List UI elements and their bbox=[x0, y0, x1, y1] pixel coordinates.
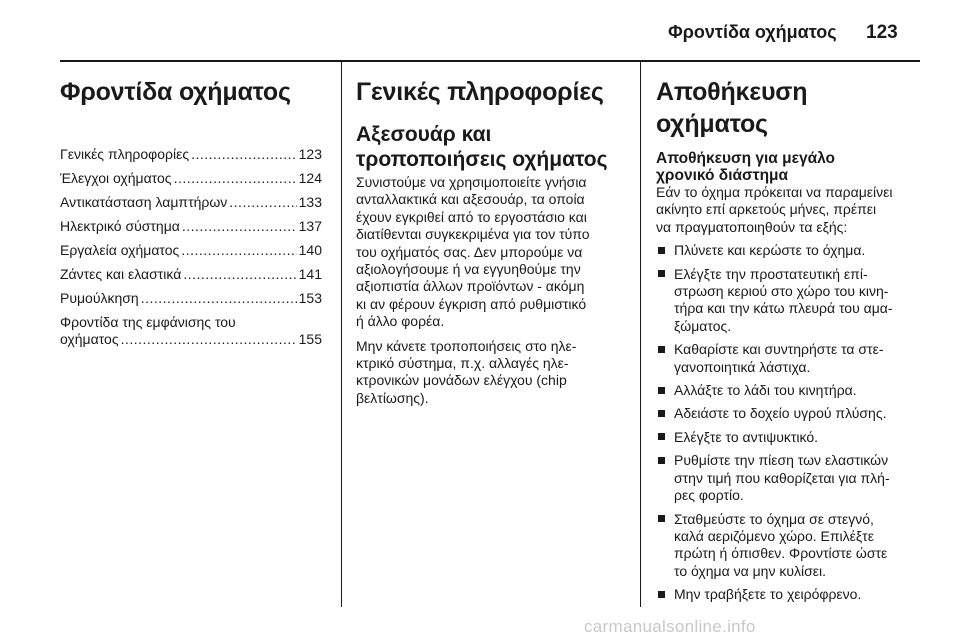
checklist-item-text bbox=[674, 429, 818, 445]
toc-entry-title-line1: Φροντίδα της εμφάνισης του bbox=[60, 314, 236, 330]
checklist-item bbox=[656, 452, 922, 504]
checklist-item-text bbox=[674, 452, 890, 503]
column-divider-2 bbox=[640, 62, 641, 607]
text-line: κτρικό σύστημα, π.χ. αλλαγές ηλε- bbox=[356, 355, 569, 372]
square-bullet-icon bbox=[658, 346, 665, 353]
text-line: κι αν φέρουν έγκριση από ρυθμιστικό bbox=[356, 295, 587, 312]
toc-entry[interactable] bbox=[60, 170, 322, 187]
toc-entry[interactable] bbox=[60, 314, 322, 348]
text-line: Αλλάξτε το λάδι του κινητήρα. bbox=[674, 382, 857, 399]
page-number: 123 bbox=[866, 22, 898, 43]
toc-entry[interactable] bbox=[60, 242, 322, 259]
square-bullet-icon bbox=[658, 433, 665, 440]
text-line: αξιοπιστία άλλων προϊόντων - ακόμη bbox=[356, 278, 585, 295]
vehicle-storage-column bbox=[656, 70, 922, 610]
checklist-item bbox=[656, 429, 922, 446]
toc-entry-title: Γενικές πληροφορίες bbox=[60, 146, 190, 162]
text-line: ξώματος. bbox=[674, 317, 732, 334]
section-title-vehicle-storage: Αποθήκευση οχήματος bbox=[656, 78, 808, 138]
square-bullet-icon bbox=[658, 515, 665, 522]
paragraph-electrical-modifications bbox=[356, 338, 626, 408]
text-line: ή άλλο φορέα. bbox=[356, 313, 445, 330]
text-line: Ρυθμίστε την πίεση των ελαστικών bbox=[674, 452, 889, 469]
subsection-title-accessories: Αξεσουάρ και τροποποιήσεις οχήματος bbox=[356, 123, 608, 171]
column-divider-1 bbox=[341, 62, 342, 607]
text-line: ρες φορτίο. bbox=[674, 487, 744, 504]
checklist-item bbox=[656, 511, 922, 581]
toc-entry[interactable] bbox=[60, 290, 322, 307]
toc-entry[interactable] bbox=[60, 146, 322, 163]
toc-dot-leader bbox=[191, 146, 297, 163]
text-line: ακίνητο επί αρκετούς μήνες, πρέπει bbox=[656, 201, 877, 218]
text-line: Πλύνετε και κερώστε το όχημα. bbox=[674, 242, 866, 259]
checklist-item-text bbox=[674, 586, 861, 602]
toc-entry-page: 140 bbox=[298, 242, 322, 258]
toc-dot-leader bbox=[229, 194, 296, 211]
text-line: αξιολογήσουμε ή να εγγυηθούμε την bbox=[356, 261, 581, 278]
text-line: Ελέγξτε το αντιψυκτικό. bbox=[674, 428, 819, 445]
toc-entry-title: Έλεγχοι οχήματος bbox=[60, 170, 172, 186]
toc-entry-page: 137 bbox=[298, 218, 322, 234]
text-line: Μην τραβήξετε το χειρόφρενο. bbox=[674, 586, 862, 603]
text-line: στην τιμή που καθορίζεται για πλή- bbox=[674, 469, 890, 486]
toc-entry-title: οχήματος bbox=[60, 331, 119, 347]
toc-entry-page: 141 bbox=[298, 266, 322, 282]
header-rule bbox=[60, 60, 920, 62]
text-line: γανοποιητικά λάστιχα. bbox=[674, 358, 811, 375]
checklist-item bbox=[656, 405, 922, 422]
text-line: καλά αεριζόμενο χώρο. Επιλέξτε bbox=[674, 527, 874, 544]
square-bullet-icon bbox=[658, 247, 665, 254]
toc-entry-title: Αντικατάσταση λαμπτήρων bbox=[60, 194, 228, 210]
checklist-item-text bbox=[674, 511, 887, 579]
text-line: τήρα και την κάτω πλευρά του αμα- bbox=[674, 300, 893, 317]
text-line: έχουν εγκριθεί από το εργοστάσιο και bbox=[356, 208, 587, 225]
text-line: Εάν το όχημα πρόκειται να παραμείνει bbox=[656, 184, 893, 200]
square-bullet-icon bbox=[658, 387, 665, 394]
text-line: του οχήματός σας. Δεν μπορούμε να bbox=[356, 243, 583, 260]
square-bullet-icon bbox=[658, 591, 665, 598]
chapter-contents-column bbox=[60, 70, 322, 355]
text-line: διατίθενται συγκεκριμένα για τον τύπο bbox=[356, 226, 590, 243]
text-line: Καθαρίστε και συντηρήστε τα στε- bbox=[674, 341, 884, 358]
text-line: Σταθμεύστε το όχημα σε στεγνό, bbox=[674, 510, 874, 527]
chapter-title: Φροντίδα οχήματος bbox=[60, 78, 291, 106]
checklist-item-text bbox=[674, 341, 884, 374]
checklist-item-text bbox=[674, 266, 893, 334]
header-title: Φροντίδα οχήματος bbox=[668, 22, 837, 42]
storage-intro-paragraph bbox=[656, 184, 922, 236]
checklist-item-text bbox=[674, 242, 865, 258]
checklist-item bbox=[656, 341, 922, 376]
section-title-general-info: Γενικές πληροφορίες bbox=[356, 78, 604, 106]
storage-checklist bbox=[656, 242, 922, 603]
square-bullet-icon bbox=[658, 270, 665, 277]
toc-entry-page: 153 bbox=[298, 290, 322, 306]
checklist-item bbox=[656, 266, 922, 336]
text-line: κτρονικών μονάδων ελέγχου (chip bbox=[356, 372, 567, 389]
toc-dot-leader bbox=[174, 170, 297, 187]
general-info-column bbox=[356, 70, 626, 407]
toc-entry[interactable] bbox=[60, 266, 322, 283]
toc-entry-page: 155 bbox=[298, 331, 322, 347]
toc-entry-page: 123 bbox=[298, 146, 322, 162]
text-line: Μην κάνετε τροποποιήσεις στο ηλε- bbox=[356, 337, 577, 354]
text-line: Συνιστούμε να χρησιμοποιείτε γνήσια bbox=[356, 174, 587, 190]
checklist-item-text bbox=[674, 405, 886, 421]
toc-entry-title: Ρυμούλκηση bbox=[60, 290, 139, 306]
table-of-contents bbox=[60, 146, 322, 348]
text-line: Ελέγξτε την προστατευτική επί- bbox=[674, 265, 868, 282]
text-line: Αδειάστε το δοχείο υγρού πλύσης. bbox=[674, 405, 887, 422]
text-line: το όχημα να μην κυλίσει. bbox=[674, 562, 826, 579]
text-line: να πραγματοποιηθούν τα εξής: bbox=[656, 218, 848, 235]
square-bullet-icon bbox=[658, 410, 665, 417]
toc-entry-page: 133 bbox=[298, 194, 322, 210]
toc-dot-leader bbox=[183, 266, 296, 283]
watermark-text: carmanualsonline.info bbox=[584, 617, 756, 636]
toc-entry-title: Ζάντες και ελαστικά bbox=[60, 266, 182, 282]
square-bullet-icon bbox=[658, 457, 665, 464]
text-line: πρώτη ή όπισθεν. Φροντίστε ώστε bbox=[674, 545, 888, 562]
toc-dot-leader bbox=[141, 290, 297, 307]
subsection-title-long-storage: Αποθήκευση για μεγάλο χρονικό διάστημα bbox=[656, 150, 835, 184]
toc-entry-title: Εργαλεία οχήματος bbox=[60, 242, 180, 258]
checklist-item bbox=[656, 242, 922, 259]
checklist-item bbox=[656, 586, 922, 603]
toc-entry[interactable] bbox=[60, 218, 322, 235]
checklist-item bbox=[656, 382, 922, 399]
text-line: βελτίωσης). bbox=[356, 389, 429, 406]
toc-entry-title: Ηλεκτρικό σύστημα bbox=[60, 218, 180, 234]
toc-entry-page: 124 bbox=[298, 170, 322, 186]
text-line: στρωση κεριού στο χώρο του κινη- bbox=[674, 283, 889, 300]
text-line: ανταλλακτικά και αξεσουάρ, τα οποία bbox=[356, 191, 585, 208]
toc-dot-leader bbox=[181, 242, 296, 259]
toc-entry[interactable] bbox=[60, 194, 322, 211]
checklist-item-text bbox=[674, 382, 857, 398]
toc-dot-leader bbox=[121, 331, 297, 348]
paragraph-genuine-parts bbox=[356, 174, 626, 331]
toc-dot-leader bbox=[182, 218, 297, 235]
